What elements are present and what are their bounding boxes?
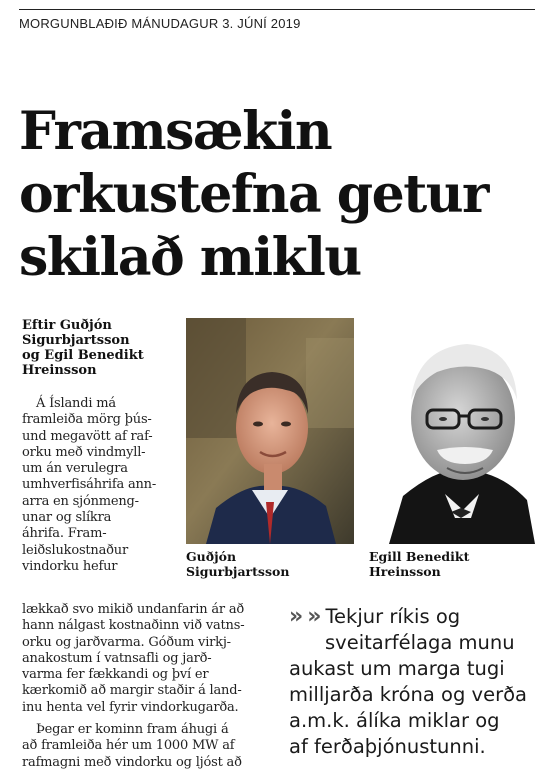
byline-line: Hreinsson [22,363,97,378]
quote-line: af ferðaþjónustunni. [289,735,486,758]
quote-line: Tekjur ríkis og [325,605,461,628]
body-line: varma fer fækkandi og því er [22,667,209,683]
body-line: að framleiða hér um 1000 MW af [22,738,235,754]
article-body-paragraph-2 [22,722,272,771]
body-line: rafmagni með vindorku og ljóst að [22,754,242,770]
byline-line: Eftir Guðjón [22,318,112,333]
byline-line: Sigurbjartsson [22,333,130,348]
body-line: um án verulegra [22,461,128,477]
article-body-wide [22,602,272,716]
body-line: áhrifa. Fram- [22,526,107,542]
caption-line: Sigurbjartsson [186,564,290,579]
pull-quote [289,604,539,760]
body-line: und megavött af raf- [22,428,153,444]
caption-line: Guðjón [186,549,237,564]
body-line: arra en sjónmeng- [22,493,139,509]
caption-line: Hreinsson [369,564,441,579]
body-line: leiðslukostnaður [22,542,128,558]
quote-line: milljarða króna og verða [289,683,527,706]
body-line: Þegar er kominn fram áhugi á [36,722,229,737]
body-line: inu henta vel fyrir vindorkugarða. [22,699,239,715]
article-byline [22,318,172,378]
headline-line: orkustefna getur [19,164,488,225]
caption-line: Egill Benedikt [369,549,470,564]
headline-line: Framsækin [19,101,332,162]
portrait-illustration [186,318,354,544]
body-line: orku með vindmyll- [22,444,146,460]
headline-line: skilað miklu [19,227,361,288]
body-line: umhverfisáhrifa ann- [22,477,157,493]
body-line: unar og slíkra [22,510,112,526]
article-body-column [22,396,172,575]
body-line: vindorku hefur [22,558,118,574]
masthead-text: MORGUNBLAÐIÐ MÁNUDAGUR 3. JÚNÍ 2019 [19,16,301,31]
byline-line: og Egil Benedikt [22,348,144,363]
quote-line: sveitarfélaga munu [325,631,515,654]
author-photo-egill [367,318,535,544]
quote-line: aukast um marga tugi [289,657,505,680]
article-headline [19,100,535,289]
portrait-illustration [367,318,535,544]
photo-caption-egill [369,549,519,579]
quote-mark-icon: » [307,604,316,629]
body-line: Á Íslandi má [36,396,116,411]
body-line: framleiða mörg þús- [22,412,152,428]
masthead-bar [19,9,535,35]
photo-caption-gudjon [186,549,336,579]
body-line: lækkað svo mikið undanfarin ár að [22,602,244,617]
body-line: anakostum í vatnsafli og jarð- [22,650,212,666]
author-photo-gudjon [186,318,354,544]
body-line: hann nálgast kostnaðinn við vatns- [22,618,245,634]
body-line: kærkomið að margir staðir á land- [22,683,242,699]
quote-mark-icon: » [289,604,298,629]
quote-line: a.m.k. álíka miklar og [289,709,500,732]
body-line: orku og jarðvarma. Góðum virkj- [22,634,231,650]
